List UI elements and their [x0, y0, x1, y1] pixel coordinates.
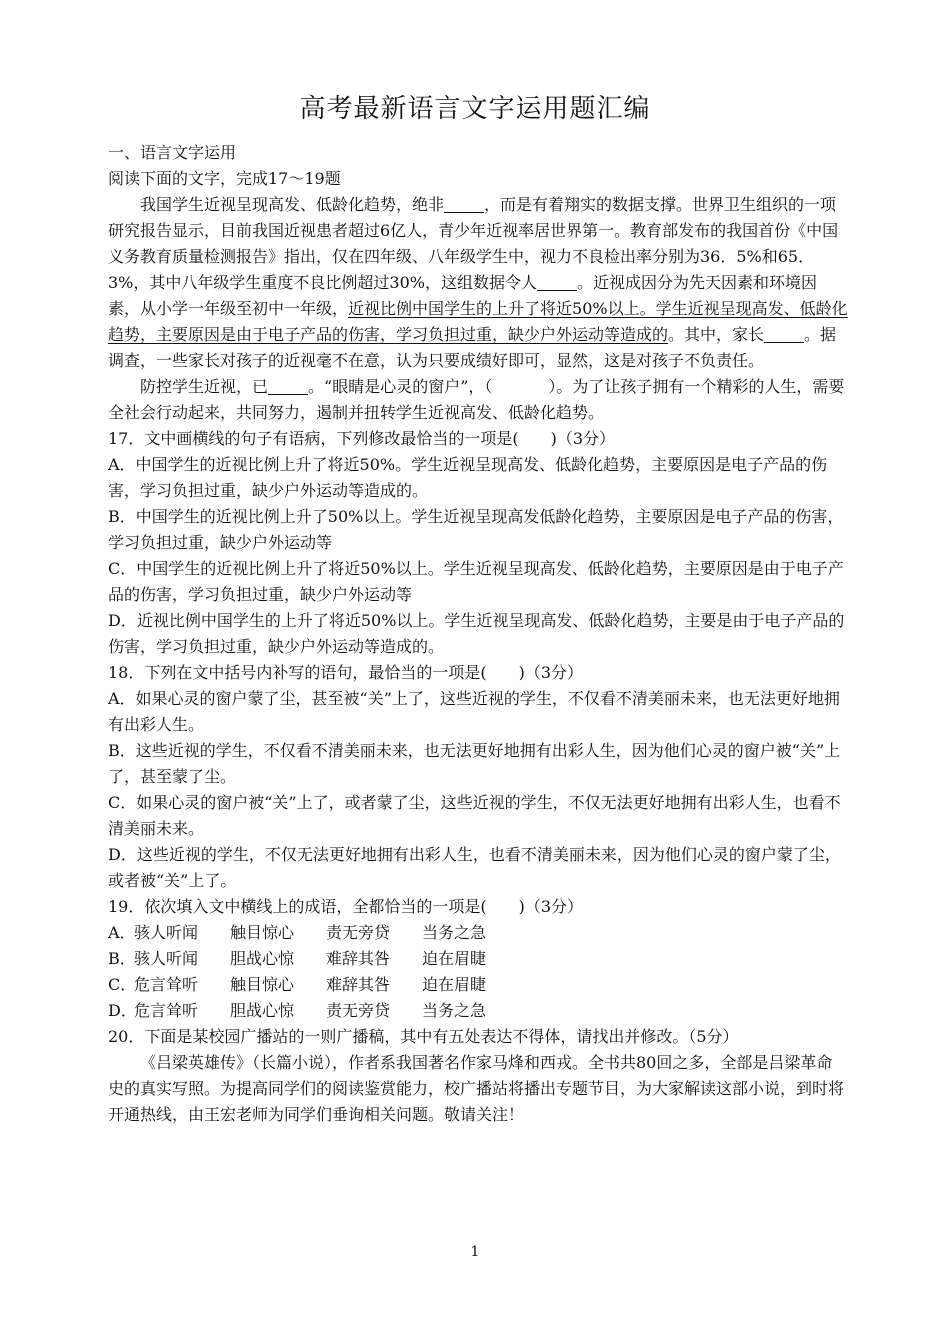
passage-text: 。“眼睛是心灵的窗户”，（ — [308, 377, 493, 396]
question-19-option-c — [108, 972, 848, 998]
section-heading: 一、语言文字运用 — [108, 143, 237, 162]
question-17-option-d: D．近视比例中国学生的上升了将近50%以上。学生近视呈现高发、低龄化趋势，主要是由于电子产品的伤害，学习负担过重，缺少户外运动等造成的。 — [108, 611, 845, 656]
underlined-sentence: 近视比例中国学生的上升了将近50%以上。学生近视呈现高发、低龄化趋势，主要原因是由于电子产品的伤害，学习负担过重，缺少户外运动等造成的 — [108, 299, 848, 344]
fill-blank — [444, 196, 484, 213]
question-17-option-c: C．中国学生的近视比例上升了将近50%以上。学生近视呈现高发、低龄化趋势，主要原因是由于电子产品的伤害，学习负担过重，缺少户外运动等 — [108, 559, 844, 604]
page-number: 1 — [470, 1244, 480, 1260]
question-17-option-a: A．中国学生的近视比例上升了将近50%。学生近视呈现高发、低龄化趋势，主要原因是电子产品的伤害，学习负担过重，缺少户外运动等造成的。 — [108, 455, 828, 500]
idiom: 当务之急 — [422, 923, 487, 942]
question-17-option-b: B．中国学生的近视比例上升了50%以上。学生近视呈现高发低龄化趋势，主要原因是电子产品的伤害，学习负担过重，缺少户外运动等 — [108, 507, 844, 552]
passage-text: 防控学生近视，已 — [140, 377, 269, 396]
question-20-body: 《吕梁英雄传》（长篇小说），作者系我国著名作家马烽和西戎。全书共80回之多，全部是吕梁革命史的真实写照。为提高同学们的阅读鉴赏能力，校广播站将播出专题节目，为大家解读这部小说，到时将开通热线，由王宏老师为同学们垂询相关问题。敬请关注！ — [108, 1053, 845, 1124]
idiom: 迫在眉睫 — [422, 949, 487, 968]
idiom: 触目惊心 — [230, 975, 295, 994]
question-18-option-b: B．这些近视的学生，不仅看不清美丽未来，也无法更好地拥有出彩人生，因为他们心灵的窗户被“关”上了，甚至蒙了尘。 — [108, 741, 841, 786]
idiom: 难辞其咎 — [326, 949, 391, 968]
passage-paragraph-2 — [108, 374, 848, 426]
passage-text: 。近视成因分为先天因素和环境因素，从小学一年级至初中一年级， — [108, 273, 817, 318]
option-label: C． — [108, 975, 137, 994]
passage-text: ）。为了让孩子拥有一个精彩的人生，需要全社会行动起来，共同努力，遏制并扭转学生近视高发、低龄化趋势。 — [108, 377, 845, 422]
idiom: 骇人听闻 — [134, 923, 199, 942]
idiom: 危言耸听 — [134, 1001, 199, 1020]
question-19-option-a — [108, 920, 848, 946]
question-19-option-b — [108, 946, 848, 972]
idiom: 迫在眉睫 — [422, 975, 487, 994]
question-18-option-d: D．这些近视的学生，不仅无法更好地拥有出彩人生，也看不清美丽未来，因为他们心灵的窗户蒙了尘，或者被“关”上了。 — [108, 845, 841, 890]
question-20-stem: 20．下面是某校园广播站的一则广播稿，其中有五处表达不得体，请找出并修改。（5分） — [108, 1027, 739, 1046]
idiom: 当务之急 — [422, 1001, 487, 1020]
fill-blank — [537, 274, 577, 291]
reading-instruction: 阅读下面的文字，完成17～19题 — [108, 169, 341, 188]
question-18-option-c: C．如果心灵的窗户被“关”上了，或者蒙了尘，这些近视的学生，不仅无法更好地拥有出彩人生，也看不清美丽未来。 — [108, 793, 841, 838]
idiom: 责无旁贷 — [326, 1001, 391, 1020]
fill-blank — [764, 326, 804, 343]
passage-text: 。其中，家长 — [668, 325, 765, 344]
question-18-option-a: A．如果心灵的窗户蒙了尘，甚至被“关”上了，这些近视的学生，不仅看不清美丽未来，也无法更好地拥有出彩人生。 — [108, 689, 840, 734]
document-body — [108, 140, 848, 1128]
idiom: 责无旁贷 — [326, 923, 391, 942]
passage-text: 。据调查，一些家长对孩子的近视毫不在意，认为只要成绩好即可，显然，这是对孩子不负责任。 — [108, 325, 837, 370]
idiom: 难辞其咎 — [326, 975, 391, 994]
idiom: 胆战心惊 — [230, 1001, 295, 1020]
fill-blank — [268, 378, 308, 395]
passage-text: 我国学生近视呈现高发、低龄化趋势，绝非 — [140, 195, 445, 214]
idiom: 危言耸听 — [134, 975, 199, 994]
option-label: B． — [108, 949, 136, 968]
document-title: 高考最新语言文字运用题汇编 — [299, 94, 651, 124]
idiom: 骇人听闻 — [134, 949, 199, 968]
option-label: A． — [108, 923, 136, 942]
idiom: 胆战心惊 — [230, 949, 295, 968]
passage-text: ，而是有着翔实的数据支撑。世界卫生组织的一项研究报告显示，目前我国近视患者超过6亿人，青少年近视率居世界第一。教育部发布的我国首份《中国义务教育质量检测报告》指出，仅在四年级、八年级学生中，视力不良检出率分别为36．5%和65．3%，其中八年级学生重度不良比例超过30%，这组数据令人 — [108, 195, 839, 292]
question-18-stem: 18．下列在文中括号内补写的语句，最恰当的一项是( )（3分） — [108, 663, 584, 682]
question-19-option-d — [108, 998, 848, 1024]
passage-paragraph-1 — [108, 192, 848, 374]
question-19-stem: 19．依次填入文中横线上的成语，全都恰当的一项是( )（3分） — [108, 897, 584, 916]
question-17-stem: 17．文中画横线的句子有语病，下列修改最恰当的一项是( )（3分） — [108, 429, 616, 448]
idiom: 触目惊心 — [230, 923, 295, 942]
option-label: D． — [108, 1001, 137, 1020]
